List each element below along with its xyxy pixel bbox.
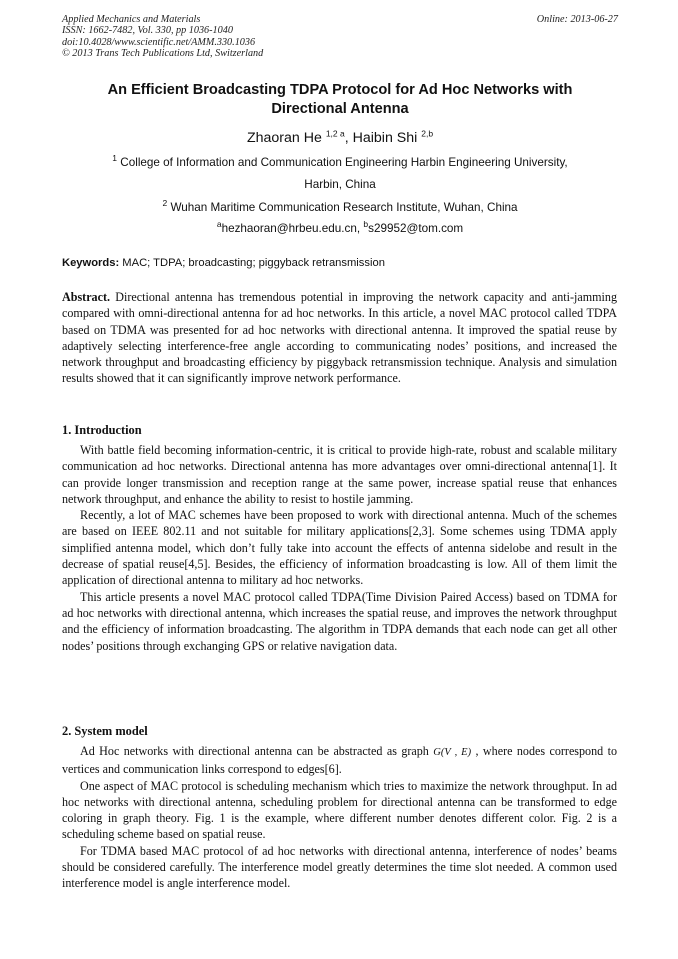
section-2-body bbox=[62, 743, 617, 892]
journal-name: Applied Mechanics and Materials bbox=[62, 14, 201, 25]
author-separator: , bbox=[344, 130, 353, 146]
doi-line: doi:10.4028/www.scientific.net/AMM.330.1036 bbox=[62, 36, 256, 48]
paragraph: This article presents a novel MAC protocol called TDPA(Time Division Paired Access) based on TDMA for ad hoc networks with directional antenna, which increases the spatial reuse, and improves the network throughput and the efficiency of information broadcasting. The algorithm in TDPA demands that each node can get all other nodes’ positions through exchanging GPS or relative navigation data. bbox=[62, 589, 617, 653]
author-1-name: Zhaoran He bbox=[246, 130, 322, 146]
keywords bbox=[62, 255, 618, 271]
online-date: Online: 2013-06-27 bbox=[536, 14, 618, 25]
affiliation-2 bbox=[62, 197, 618, 219]
keywords-text: MAC; TDPA; broadcasting; piggyback retransmission bbox=[119, 257, 385, 269]
email-a-mark: a bbox=[216, 219, 222, 230]
paragraph-text: , where nodes correspond to vertices and communication links correspond to edges[6]. bbox=[62, 744, 618, 777]
section-1-heading: 1. Introduction bbox=[62, 423, 142, 437]
paragraph: One aspect of MAC protocol is scheduling mechanism which tries to maximize the network throughput. In ad hoc networks with directional antenna, scheduling problem for directional antenna can be transformed to edge coloring in graph theory. Fig. 1 is the example, where different number denotes different color. Fig. 2 is a scheduling scheme based on spatial reuse. bbox=[62, 778, 617, 842]
affiliation-2-text: Wuhan Maritime Communication Research Institute, Wuhan, China bbox=[170, 201, 518, 214]
paper-title bbox=[62, 81, 618, 119]
graph-formula: G(V , E) bbox=[433, 747, 472, 758]
author-2-name: Haibin Shi bbox=[352, 130, 418, 146]
paragraph: Recently, a lot of MAC schemes have been proposed to work with directional antenna. Much of the schemes are based on IEEE 802.11 and not suitable for military applications[2,3]. Some schemes using TDMA apply simplified antenna model, which don’t fully take into account the effects of antenna sidelobe and result in the decrease of spatial reuse[4,5]. Besides, the efficiency of information broadcasting is low. All of them limit the application of directional antenna to military ad hoc networks. bbox=[62, 508, 617, 588]
section-1-body bbox=[62, 442, 617, 654]
affiliation-1-number: 1 bbox=[112, 153, 118, 164]
title-line-1: An Efficient Broadcasting TDPA Protocol for Ad Hoc Networks with bbox=[107, 82, 573, 98]
title-line-2: Directional Antenna bbox=[271, 101, 409, 117]
email-a: hezhaoran@hrbeu.edu.cn, bbox=[221, 222, 364, 235]
keywords-label: Keywords: bbox=[62, 257, 120, 269]
abstract-label: Abstract. bbox=[62, 290, 111, 304]
affiliation-2-number: 2 bbox=[162, 198, 168, 209]
author-list bbox=[62, 129, 618, 147]
issn-line: ISSN: 1662-7482, Vol. 330, pp 1036-1040 bbox=[62, 25, 233, 37]
section-2-heading: 2. System model bbox=[62, 724, 148, 738]
affiliation-1-text: College of Information and Communication Engineering Harbin Engineering University, bbox=[120, 156, 568, 169]
author-2-superscript: 2,b bbox=[421, 128, 434, 139]
paragraph bbox=[62, 743, 617, 778]
affiliation-1-city: Harbin, China bbox=[304, 177, 376, 191]
email-b-mark: b bbox=[363, 219, 369, 230]
abstract bbox=[62, 289, 617, 387]
abstract-text: Directional antenna has tremendous potential in improving the network capacity and anti-jamming compared with omni-directional antenna for ad hoc networks. In this article, a novel MAC protocol called TDPA based on TDMA was presented for ad hoc networks with directional antenna. It improved the spatial reuse by adaptively selecting interference-free angle according to communicating nodes’ positions, and increased the network throughput and broadcasting efficiency by piggyback retransmission technique. Analysis and simulation results showed that it can significantly improve network performance. bbox=[62, 290, 617, 386]
copyright-line: © 2013 Trans Tech Publications Ltd, Switzerland bbox=[62, 48, 264, 60]
email-b: s29952@tom.com bbox=[368, 222, 464, 235]
affiliation-1 bbox=[62, 152, 618, 195]
author-emails bbox=[62, 218, 618, 240]
journal-header bbox=[62, 14, 618, 60]
paragraph: With battle field becoming information-centric, it is critical to provide high-rate, robust and scalable military communication ad hoc networks. Directional antenna has more advantages over omni-directional antenna[1]. It can provide longer transmission and reception range at the same power, increase spatial reuse that enhances network throughput, and enhance the ability to resist to hostile jamming. bbox=[62, 443, 617, 506]
paragraph-text: Ad Hoc networks with directional antenna can be abstracted as graph bbox=[80, 744, 434, 758]
paragraph: For TDMA based MAC protocol of ad hoc networks with directional antenna, interference of nodes’ beams should be considered carefully. The interference model greatly determines the time slot needed. A common used interference model is angle interference model. bbox=[62, 843, 617, 891]
author-1-superscript: 1,2 a bbox=[325, 128, 345, 139]
